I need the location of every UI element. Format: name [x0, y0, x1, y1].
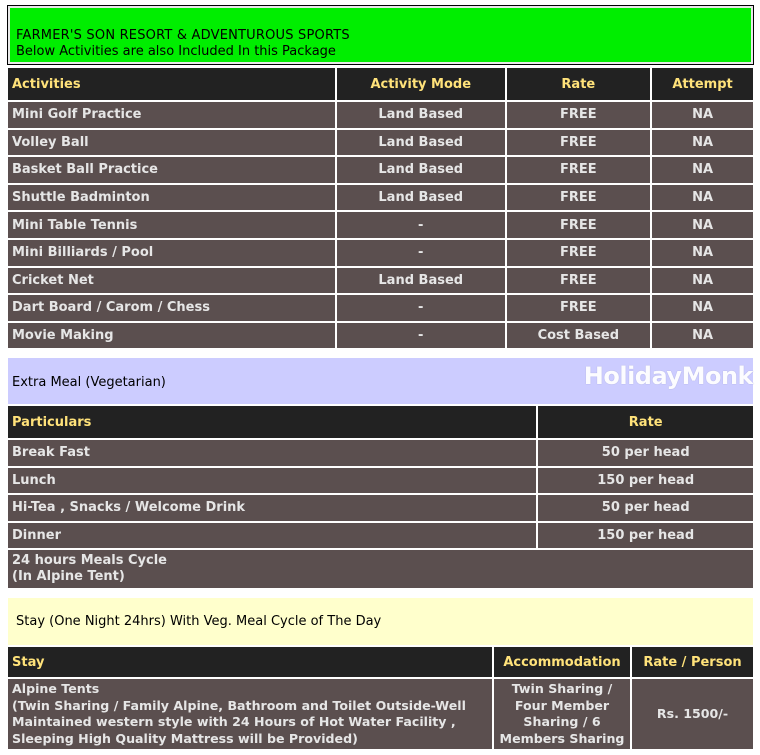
table-row	[8, 268, 753, 294]
col-rate-per-person: Rate / Person	[632, 647, 753, 677]
meal-rate: 50 per head	[538, 440, 753, 466]
col-attempt: Attempt	[652, 68, 753, 100]
stay-name: Alpine Tents	[12, 681, 100, 696]
activity-name: Basket Ball Practice	[8, 157, 335, 183]
activity-mode: Land Based	[337, 268, 505, 294]
meal-table	[6, 404, 755, 590]
table-row	[8, 240, 753, 266]
col-rate: Rate	[507, 68, 651, 100]
meal-cycle-line1: 24 hours Meals Cycle	[12, 553, 167, 569]
table-row	[8, 468, 753, 494]
table-row	[8, 157, 753, 183]
activity-name: Mini Table Tennis	[8, 212, 335, 238]
stay-title: Stay (One Night 24hrs) With Veg. Meal Cycle of The Day	[16, 614, 382, 629]
activity-rate: FREE	[507, 295, 651, 321]
meal-rate: 50 per head	[538, 495, 753, 521]
activity-attempt: NA	[652, 268, 753, 294]
activity-mode: Land Based	[337, 130, 505, 156]
activity-name: Movie Making	[8, 323, 335, 349]
activity-attempt: NA	[652, 157, 753, 183]
activity-mode: -	[337, 212, 505, 238]
activity-mode: Land Based	[337, 102, 505, 128]
meal-cycle-row	[8, 550, 753, 588]
table-row	[8, 102, 753, 128]
activity-name: Cricket Net	[8, 268, 335, 294]
stay-rate: Rs. 1500/-	[632, 679, 753, 749]
resort-title: FARMER'S SON RESORT & ADVENTUROUS SPORTS	[16, 28, 350, 43]
activity-mode: -	[337, 323, 505, 349]
meal-particular: Break Fast	[8, 440, 536, 466]
holidaymonk-watermark: HolidayMonk	[583, 362, 753, 390]
extra-meal-banner	[8, 358, 753, 405]
table-row	[8, 185, 753, 211]
activity-rate: FREE	[507, 240, 651, 266]
meal-cycle-cell	[8, 550, 753, 588]
activities-header-row	[8, 68, 753, 100]
stay-description	[8, 679, 492, 749]
table-row	[8, 440, 753, 466]
table-row	[8, 212, 753, 238]
table-row	[8, 523, 753, 549]
package-subtitle: Below Activities are also Included In this Package	[16, 44, 336, 59]
meal-particular: Lunch	[8, 468, 536, 494]
activity-rate: FREE	[507, 130, 651, 156]
table-row	[8, 323, 753, 349]
activity-rate: Cost Based	[507, 323, 651, 349]
table-row	[8, 130, 753, 156]
activity-attempt: NA	[652, 185, 753, 211]
table-row	[8, 679, 753, 749]
col-activities: Activities	[8, 68, 335, 100]
meal-rate: 150 per head	[538, 468, 753, 494]
activity-name: Shuttle Badminton	[8, 185, 335, 211]
activity-name: Volley Ball	[8, 130, 335, 156]
resort-header-banner	[8, 6, 753, 64]
activity-mode: -	[337, 295, 505, 321]
activity-attempt: NA	[652, 102, 753, 128]
stay-table	[6, 645, 755, 751]
table-row	[8, 495, 753, 521]
activity-mode: Land Based	[337, 185, 505, 211]
activity-attempt: NA	[652, 240, 753, 266]
activities-table	[6, 66, 755, 350]
activity-rate: FREE	[507, 102, 651, 128]
meal-particular: Dinner	[8, 523, 536, 549]
stay-header-row	[8, 647, 753, 677]
col-meal-rate: Rate	[538, 406, 753, 438]
activity-rate: FREE	[507, 268, 651, 294]
col-stay: Stay	[8, 647, 492, 677]
activity-name: Mini Billiards / Pool	[8, 240, 335, 266]
meal-cycle-line2: (In Alpine Tent)	[12, 569, 125, 585]
activity-attempt: NA	[652, 130, 753, 156]
stay-details: (Twin Sharing / Family Alpine, Bathroom and Toilet Outside-Well Maintained western style with 24 Hours of Hot Water Facility , Sleeping High Quality Mattress will be Provided)	[12, 697, 466, 746]
meal-rate: 150 per head	[538, 523, 753, 549]
col-activity-mode: Activity Mode	[337, 68, 505, 100]
activity-mode: Land Based	[337, 157, 505, 183]
activity-rate: FREE	[507, 212, 651, 238]
meal-particular: Hi-Tea , Snacks / Welcome Drink	[8, 495, 536, 521]
meal-header-row	[8, 406, 753, 438]
activity-name: Dart Board / Carom / Chess	[8, 295, 335, 321]
activity-name: Mini Golf Practice	[8, 102, 335, 128]
stay-accommodation: Twin Sharing / Four Member Sharing / 6 Members Sharing	[494, 679, 630, 749]
activity-rate: FREE	[507, 157, 651, 183]
activity-rate: FREE	[507, 185, 651, 211]
col-particulars: Particulars	[8, 406, 536, 438]
activity-attempt: NA	[652, 212, 753, 238]
col-accommodation: Accommodation	[494, 647, 630, 677]
activity-attempt: NA	[652, 295, 753, 321]
activity-mode: -	[337, 240, 505, 266]
extra-meal-title: Extra Meal (Vegetarian)	[12, 375, 166, 390]
activity-attempt: NA	[652, 323, 753, 349]
table-row	[8, 295, 753, 321]
stay-banner	[8, 598, 753, 646]
